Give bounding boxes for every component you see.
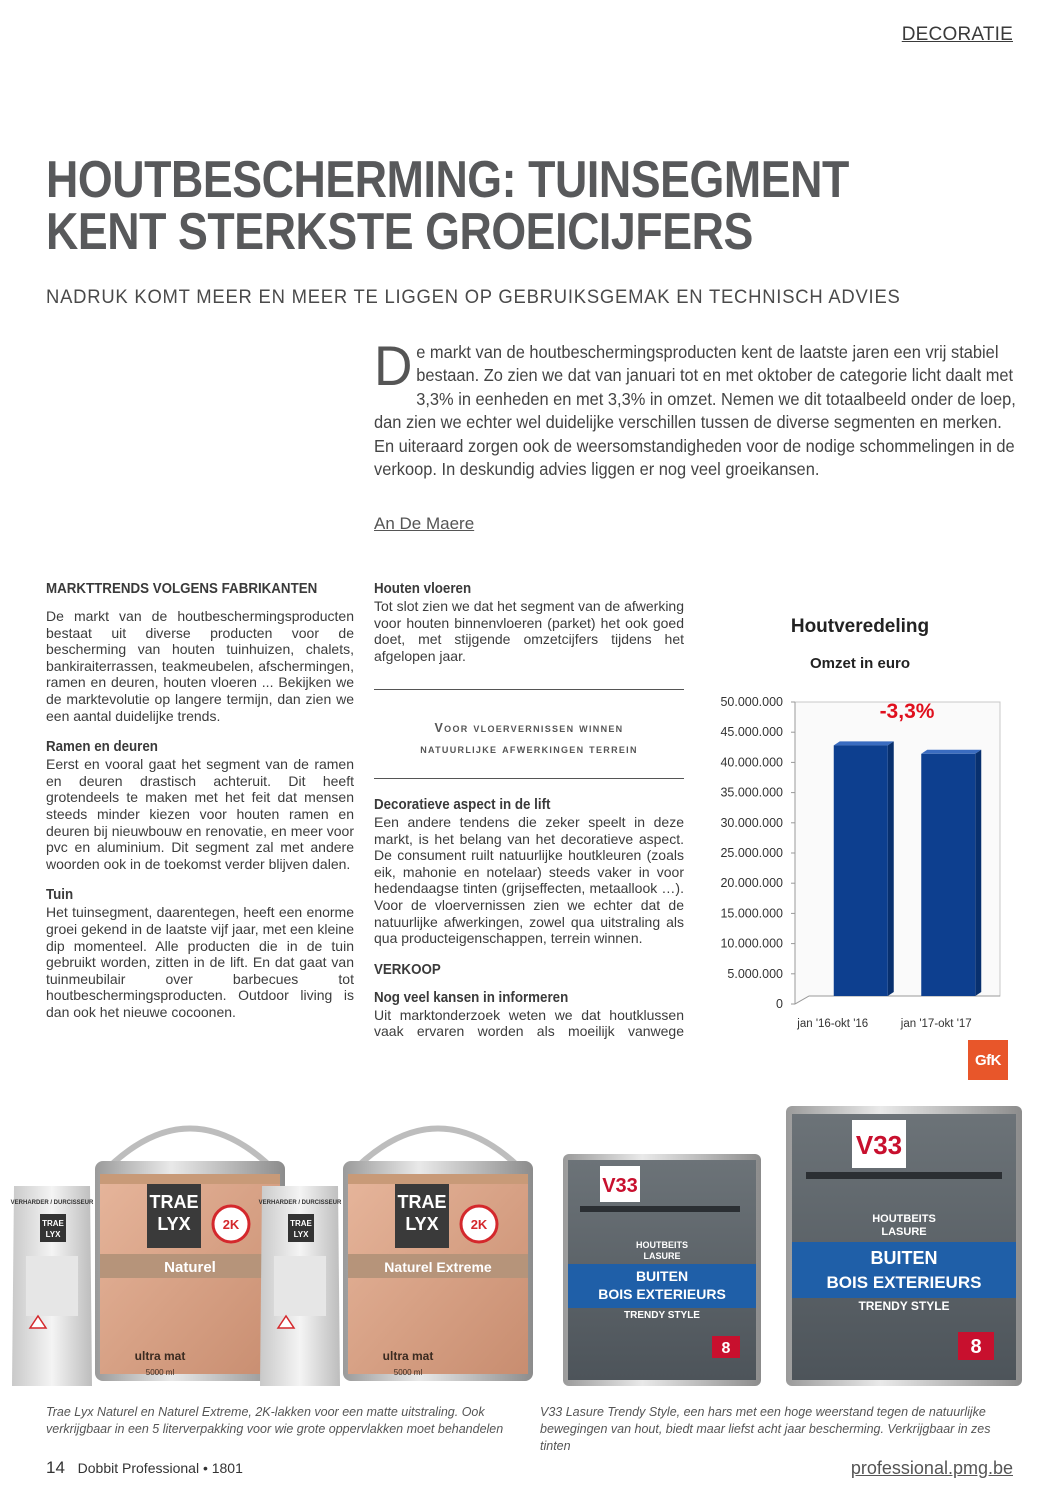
subheading: Tuin — [46, 887, 74, 904]
body-column-2-continued — [374, 796, 684, 1040]
x-tick-label: jan '17-okt '17 — [900, 1018, 972, 1030]
publication-name: Dobbit Professional • 1801 — [77, 1460, 243, 1476]
y-tick-label: 20.000.000 — [720, 876, 783, 891]
y-tick-label: 10.000.000 — [720, 936, 783, 951]
drop-cap: D — [374, 334, 413, 397]
hardener-pouch — [259, 1186, 342, 1386]
svg-text:BUITEN: BUITEN — [635, 1268, 689, 1284]
chart-subtitle: Omzet in euro — [809, 655, 910, 672]
y-tick-label: 50.000.000 — [720, 695, 783, 709]
bar-top — [834, 741, 894, 745]
brand-text: TRAE — [149, 1192, 199, 1212]
svg-text:8: 8 — [970, 1336, 982, 1358]
body-column-2 — [374, 580, 684, 664]
v33-small-can — [563, 1154, 761, 1386]
hardener-pouch — [11, 1186, 94, 1386]
y-tick-label: 0 — [776, 997, 783, 1011]
subheading: Houten vloeren — [374, 581, 472, 597]
svg-text:BUITEN: BUITEN — [870, 1248, 938, 1268]
svg-text:5000 ml: 5000 ml — [393, 1368, 423, 1377]
paragraph: Een andere tendens die zeker speelt in deze markt, is het belang van het decoratieve aspect. De consument ruilt natuurlijke houtkleuren (zoals eik, mahonie en notelaar) steeds vaker in voor hedendaagse tinten (grijseffecten, metaallook …). Voor de vloervernissen zien we echter dat de natuurlijke afwerkingen, zowel qua uitstraling als qua producteigenschappen, terrein winnen. — [374, 814, 684, 947]
website-link[interactable]: professional.pmg.be — [850, 1458, 1013, 1478]
paragraph: Tot slot zien we dat het segment van de afwerking voor houten binnenvloeren (parket) het ook goed doet, met stijgende omzetcijfers tijdens het afgelopen jaar. — [374, 598, 684, 664]
svg-text:Naturel Extreme: Naturel Extreme — [384, 1259, 492, 1275]
paragraph: Het tuinsegment, daarentegen, heeft een enorme groei gekend in de laatste vijf jaar, met een kleine dip momenteel. Alle producten die in de tuin gebruikt worden, zitten in de lift. En dat gaat van tuinmeubilair over barbecues tot houtbeschermingsproducten. Outdoor living is dan ook het nieuwe cocoonen. — [46, 904, 354, 1020]
trae-lyx-naturel-extreme-can — [343, 1129, 533, 1382]
change-annotation: -3,3% — [879, 700, 935, 723]
divider — [374, 689, 684, 690]
bar — [921, 754, 975, 996]
photo-caption-right: V33 Lasure Trendy Style, een hars met een hoge weerstand tegen de natuurlijke bewegingen van hout, biedt maar liefst acht jaar bescherming. Verkrijgbaar in zes tinten — [540, 1405, 991, 1453]
section-heading: MARKTTRENDS VOLGENS FABRIKANTEN — [46, 581, 318, 597]
pull-quote-line-2: natuurlijke afwerkingen terrein — [420, 742, 638, 756]
svg-text:VERHARDER / DURCISSEUR: VERHARDER / DURCISSEUR — [10, 1200, 94, 1206]
section-label[interactable]: DECORATIE — [901, 24, 1013, 45]
y-tick-label: 30.000.000 — [720, 815, 783, 830]
svg-text:LYX: LYX — [405, 1214, 439, 1234]
svg-text:ultra mat: ultra mat — [134, 1349, 186, 1363]
x-tick-label: jan '16-okt '16 — [797, 1018, 869, 1030]
svg-text:LASURE: LASURE — [881, 1226, 927, 1238]
section-heading: VERKOOP — [374, 961, 441, 978]
paragraph: Eerst en vooral gaat het segment van de ramen en deuren drastisch achteruit. Dit heeft grotendeels te maken met het feit dat mensen steeds minder kiezen voor houten ramen en deuren bij nieuwbouw en renovatie, en meer voor pvc en aluminium. Dit segment zal met andere woorden ook in de toekomst verder blijven dalen. — [46, 756, 354, 872]
article-subheading: NADRUK KOMT MEER EN MEER TE LIGGEN OP GEBRUIKSGEMAK EN TECHNISCH ADVIES — [46, 287, 901, 308]
page-footer — [46, 1458, 243, 1478]
y-tick-label: 15.000.000 — [720, 906, 783, 921]
svg-text:8: 8 — [721, 1340, 731, 1357]
intro-text: e markt van de houtbeschermingsproducten kent de laatste jaren een vrij stabiel bestaan. Zo zien we dat van januari tot en met oktober de categorie licht daalt met 3,3% in eenheden en met 3,3% in omzet. Nemen we dit totaalbeeld onder de loep, dan zien we echter wel duidelijke verschillen tussen de diverse segmenten en merken. En uiteraard zorgen ook de weersomstandigheden voor de nodige schommelingen in de verkoop. In deskundig advies liggen er nog veel groeikansen. — [374, 342, 1016, 480]
svg-text:Naturel: Naturel — [164, 1259, 216, 1276]
v33-large-can — [786, 1106, 1022, 1386]
body-column-1 — [46, 580, 354, 1020]
product-photos — [0, 1096, 1058, 1396]
svg-text:5000 ml: 5000 ml — [145, 1368, 175, 1377]
svg-text:TRAE: TRAE — [290, 1219, 312, 1228]
bar-side — [975, 750, 981, 996]
headline-line-2: KENT STERKSTE GROEICIJFERS — [46, 203, 753, 261]
y-tick-label: 45.000.000 — [720, 725, 783, 740]
svg-text:V33: V33 — [855, 1130, 903, 1160]
svg-text:HOUTBEITS: HOUTBEITS — [635, 1240, 689, 1250]
subheading: Nog veel kansen in informeren — [374, 989, 569, 1006]
page-number: 14 — [46, 1458, 65, 1477]
trae-lyx-naturel-can — [95, 1129, 285, 1382]
brand-text: LYX — [157, 1214, 191, 1234]
subheading: Ramen en deuren — [46, 739, 158, 756]
svg-text:ultra mat: ultra mat — [382, 1349, 434, 1363]
svg-text:TRAE: TRAE — [397, 1192, 447, 1212]
y-tick-label: 25.000.000 — [720, 846, 783, 860]
y-tick-label: 40.000.000 — [720, 755, 783, 770]
y-tick-label: 5.000.000 — [727, 966, 783, 981]
subheading: Decoratieve aspect in de lift — [374, 797, 551, 813]
svg-text:BOIS EXTERIEURS: BOIS EXTERIEURS — [826, 1273, 982, 1292]
chart-title: Houtveredeling — [790, 616, 930, 637]
divider — [374, 778, 684, 779]
svg-text:TRAE: TRAE — [42, 1219, 64, 1228]
article-intro — [374, 334, 1016, 481]
bar — [834, 745, 888, 996]
y-tick-label: 35.000.000 — [720, 785, 783, 800]
svg-text:BOIS EXTERIEURS: BOIS EXTERIEURS — [598, 1286, 726, 1302]
svg-text:TRENDY STYLE: TRENDY STYLE — [858, 1299, 950, 1313]
svg-text:TRENDY STYLE: TRENDY STYLE — [624, 1310, 700, 1321]
headline-line-1: HOUTBESCHERMING: TUINSEGMENT — [46, 151, 849, 209]
svg-text:V33: V33 — [602, 1175, 638, 1197]
photo-caption-left: Trae Lyx Naturel en Naturel Extreme, 2K-lakken voor een matte uitstraling. Ook verkrijgbaar in een 5 literverpakking voor wie grote oppervlakken moet behandelen — [46, 1405, 504, 1436]
svg-text:LYX: LYX — [45, 1230, 61, 1239]
bar-chart — [700, 688, 1030, 1038]
gfk-logo: GfK — [968, 1040, 1008, 1080]
author-link[interactable]: An De Maere — [374, 514, 475, 533]
svg-text:2K: 2K — [222, 1217, 240, 1232]
paragraph: De markt van de houtbeschermingsproducten bestaat uit diverse producten voor de bescherming van houten tuinhuizen, chalets, bankiraiterrassen, teakmeubelen, afschermingen, ramen en deuren, houten vloeren ... Bekijken we de marktevolutie op langere termijn, dan zien we een aantal duidelijke trends. — [46, 608, 354, 724]
svg-text:VERHARDER / DURCISSEUR: VERHARDER / DURCISSEUR — [258, 1200, 342, 1206]
svg-text:HOUTBEITS: HOUTBEITS — [872, 1213, 936, 1225]
pull-quote-line-1: Voor vloervernissen winnen — [434, 721, 624, 735]
bar-side — [888, 741, 894, 996]
svg-text:2K: 2K — [470, 1217, 488, 1232]
paragraph: Uit marktonderzoek weten we dat houtklussen vaak ervaren worden als moeilijk vanwege — [374, 1006, 684, 1040]
svg-text:LYX: LYX — [293, 1230, 309, 1239]
bar-top — [921, 750, 981, 754]
svg-text:LASURE: LASURE — [643, 1251, 681, 1261]
article-headline — [46, 151, 872, 261]
pull-quote — [374, 718, 684, 760]
